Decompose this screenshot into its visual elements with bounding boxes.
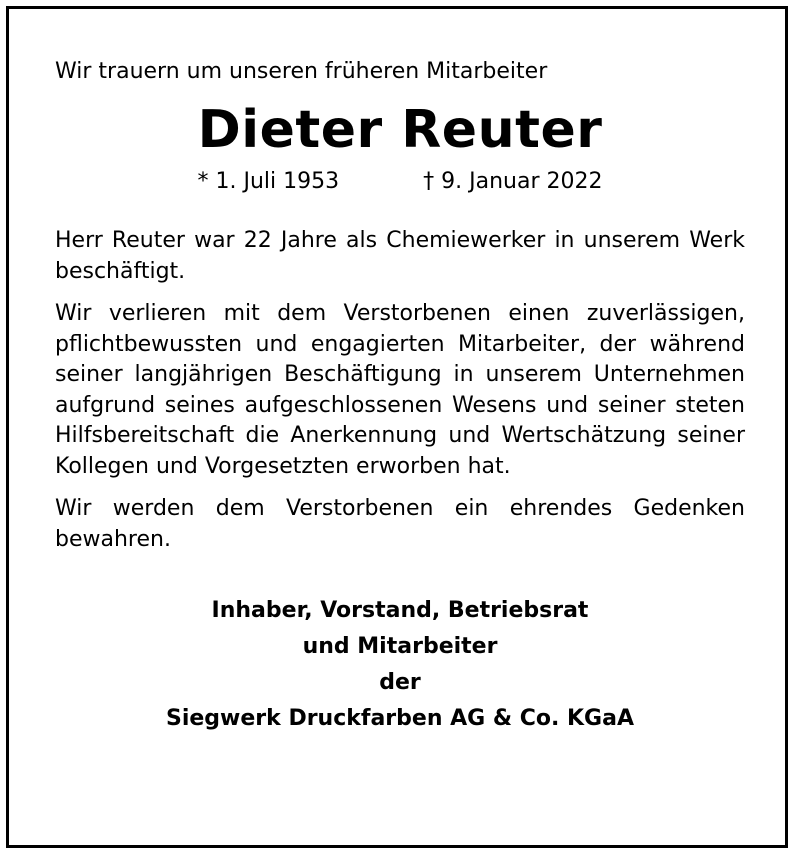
- paragraph-employment: Herr Reuter war 22 Jahre als Chemiewerker in unserem Werk beschäftigt.: [55, 228, 745, 284]
- life-dates: [55, 164, 745, 200]
- company-name: Siegwerk Druckfarben AG & Co. KGaA: [166, 706, 634, 731]
- obituary-notice: [55, 54, 745, 737]
- signoff-line: und Mitarbeiter: [302, 634, 498, 659]
- signoff-line: Inhaber, Vorstand, Betriebsrat: [211, 598, 589, 623]
- birth-date: * 1. Juli 1953: [197, 169, 340, 194]
- signoff-line: der: [379, 670, 421, 695]
- signoff-block: [55, 593, 745, 737]
- deceased-name: Dieter Reuter: [197, 100, 603, 160]
- death-date: † 9. Januar 2022: [423, 169, 603, 194]
- paragraph-remembrance: Wir werden dem Verstorbenen ein ehrendes Gedenken bewahren.: [55, 496, 745, 552]
- paragraph-tribute: Wir verlieren mit dem Verstorbenen einen zuverlässigen, pflichtbewussten und engagierten Mitarbeiter, der während seiner langjährigen Beschäftigung in unserem Unternehmen aufgrund seines aufgeschlossenen Wesens und seiner steten Hilfsbereitschaft die Anerkennung und Wertschätzung seiner Kollegen und Vorgesetzten erworben hat.: [55, 301, 745, 479]
- intro-text: Wir trauern um unseren früheren Mitarbeiter: [55, 59, 548, 84]
